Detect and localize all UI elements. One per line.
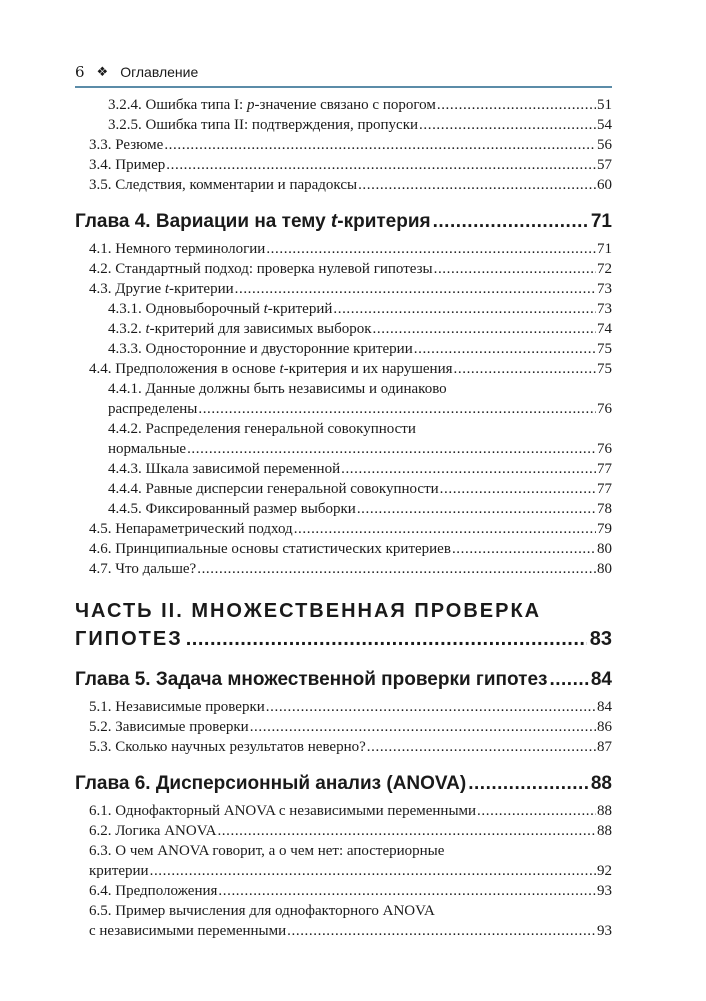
leader-dots: [414, 339, 596, 359]
toc-entry[interactable]: [75, 881, 612, 901]
toc-entry-label: 4.3.3. Односторонние и двусторонние критерии: [108, 341, 413, 357]
toc-entry-page: 80: [597, 561, 612, 577]
toc-entry-page: 92: [597, 863, 612, 879]
toc-entry-page: 80: [597, 541, 612, 557]
leader-dots: [434, 259, 596, 279]
toc-entry-line1: 4.4.1. Данные должны быть независимы и одинаково: [108, 381, 447, 397]
leader-dots: [164, 135, 596, 155]
toc-entry-page: 56: [597, 137, 612, 153]
toc-entry[interactable]: [75, 155, 612, 175]
toc-entry-label: 4.4.3. Шкала зависимой переменной: [108, 461, 341, 477]
toc-entry-page: 88: [597, 823, 612, 839]
table-of-contents: [75, 95, 612, 941]
toc-entry-label: 6.2. Логика ANOVA: [89, 823, 217, 839]
leader-dots: [437, 95, 596, 115]
leader-dots: [150, 861, 596, 881]
leader-dots: [468, 771, 589, 797]
toc-entry-label: 4.2. Стандартный подход: проверка нулевой гипотезы: [89, 261, 433, 277]
toc-entry-page: 84: [597, 699, 612, 715]
toc-entry-label: нормальные: [108, 441, 187, 457]
toc-entry-page: 87: [597, 739, 612, 755]
toc-entry-label: 5.1. Независимые проверки: [89, 699, 265, 715]
toc-entry-label: 4.4.5. Фиксированный размер выборки: [108, 501, 356, 517]
toc-entry-line1: 6.3. О чем ANOVA говорит, а о чем нет: апостериорные: [89, 843, 445, 859]
toc-entry-page: 71: [597, 241, 612, 257]
toc-entry-label: 4.3.1. Одновыборочный t-критерий: [108, 301, 333, 317]
leader-dots: [419, 115, 596, 135]
toc-entry-page: 74: [597, 321, 612, 337]
leader-dots: [549, 667, 588, 693]
toc-entry-label: 3.4. Пример: [89, 157, 166, 173]
running-title: Оглавление: [120, 64, 199, 80]
leader-dots: [367, 737, 596, 757]
leader-dots: [358, 175, 596, 195]
leader-dots: [333, 299, 596, 319]
part-title-line2: ГИПОТЕЗ: [75, 628, 183, 650]
toc-entry-label: 3.2.5. Ошибка типа II: подтверждения, пропуски: [108, 117, 419, 133]
toc-entry[interactable]: [75, 259, 612, 279]
toc-entry-label: 6.1. Однофакторный ANOVA с независимыми переменными: [89, 803, 477, 819]
toc-entry-label: 4.7. Что дальше?: [89, 561, 197, 577]
toc-entry-label: 3.5. Следствия, комментарии и парадоксы: [89, 177, 358, 193]
toc-entry-page: 75: [597, 341, 612, 357]
toc-entry[interactable]: [75, 339, 612, 359]
leader-dots: [186, 625, 587, 653]
toc-entry-line1: 4.4.2. Распределения генеральной совокупности: [108, 421, 416, 437]
running-header: [75, 60, 612, 84]
chapter-page: 84: [590, 669, 612, 690]
toc-entry-page: 79: [597, 521, 612, 537]
toc-entry-page: 54: [597, 117, 612, 133]
toc-entry[interactable]: [75, 239, 612, 259]
leader-dots: [235, 279, 596, 299]
toc-entry-page: 60: [597, 177, 612, 193]
leader-dots: [454, 359, 596, 379]
toc-entry-page: 93: [597, 883, 612, 899]
diamond-ornament-icon: ❖: [96, 64, 109, 80]
toc-entry-line1: 6.5. Пример вычисления для однофакторного ANOVA: [89, 903, 435, 919]
toc-chapter-4[interactable]: [75, 209, 612, 235]
leader-dots: [166, 155, 596, 175]
toc-entry-page: 73: [597, 281, 612, 297]
toc-entry-label: с независимыми переменными: [89, 923, 287, 939]
toc-entry[interactable]: [75, 801, 612, 821]
leader-dots: [452, 539, 596, 559]
toc-entry[interactable]: [75, 519, 612, 539]
toc-entry-label: 3.2.4. Ошибка типа I: p-значение связано с порогом: [108, 97, 436, 113]
toc-entry[interactable]: [75, 399, 612, 419]
leader-dots: [341, 459, 596, 479]
toc-entry[interactable]: [75, 459, 612, 479]
toc-entry-label: критерии: [89, 863, 149, 879]
toc-entry[interactable]: [75, 737, 612, 757]
toc-entry-label: 6.4. Предположения: [89, 883, 218, 899]
toc-entry-label: 5.3. Сколько научных результатов неверно?: [89, 739, 366, 755]
toc-entry-page: 72: [597, 261, 612, 277]
toc-entry[interactable]: [75, 479, 612, 499]
chapter-title: Глава 5. Задача множественной проверки гипотез: [75, 669, 548, 690]
toc-entry[interactable]: [75, 95, 612, 115]
leader-dots: [294, 519, 596, 539]
leader-dots: [218, 881, 596, 901]
toc-entry[interactable]: [75, 319, 612, 339]
toc-entry[interactable]: [75, 697, 612, 717]
toc-entry-label: 4.3. Другие t-критерии: [89, 281, 234, 297]
toc-entry-page: 76: [597, 401, 612, 417]
chapter-page: 88: [590, 773, 612, 794]
toc-entry-page: 86: [597, 719, 612, 735]
toc-entry-label: 5.2. Зависимые проверки: [89, 719, 249, 735]
toc-entry-page: 57: [597, 157, 612, 173]
toc-entry[interactable]: [75, 299, 612, 319]
leader-dots: [198, 399, 596, 419]
leader-dots: [477, 801, 596, 821]
part-page: 83: [589, 628, 612, 650]
leader-dots: [197, 559, 596, 579]
toc-part-2[interactable]: [75, 625, 612, 653]
toc-entry-page: 93: [597, 923, 612, 939]
toc-entry[interactable]: [75, 717, 612, 737]
leader-dots: [187, 439, 596, 459]
leader-dots: [266, 239, 596, 259]
toc-entry-label: 4.3.2. t-критерий для зависимых выборок: [108, 321, 372, 337]
toc-entry[interactable]: [75, 559, 612, 579]
leader-dots: [250, 717, 596, 737]
toc-entry[interactable]: [75, 861, 612, 881]
toc-entry-page: 78: [597, 501, 612, 517]
leader-dots: [440, 479, 596, 499]
toc-entry-page: 76: [597, 441, 612, 457]
header-rule: [75, 86, 612, 88]
leader-dots: [266, 697, 596, 717]
toc-entry[interactable]: [75, 279, 612, 299]
toc-entry-label: 4.1. Немного терминологии: [89, 241, 266, 257]
chapter-title: Глава 6. Дисперсионный анализ (ANOVA): [75, 773, 467, 794]
toc-entry[interactable]: [75, 115, 612, 135]
part-title-line1[interactable]: ЧАСТЬ II. МНОЖЕСТВЕННАЯ ПРОВЕРКА: [75, 600, 542, 622]
toc-entry[interactable]: [75, 821, 612, 841]
toc-entry-label: 4.4.4. Равные дисперсии генеральной совокупности: [108, 481, 439, 497]
toc-entry-label: распределены: [108, 401, 198, 417]
page-number: 6: [75, 63, 85, 81]
toc-entry[interactable]: [75, 135, 612, 155]
leader-dots: [433, 209, 589, 235]
toc-entry[interactable]: [75, 499, 612, 519]
toc-entry[interactable]: [75, 439, 612, 459]
leader-dots: [373, 319, 596, 339]
toc-chapter-5[interactable]: [75, 667, 612, 693]
toc-entry[interactable]: [75, 359, 612, 379]
toc-chapter-6[interactable]: [75, 771, 612, 797]
toc-entry-page: 73: [597, 301, 612, 317]
toc-entry-page: 75: [597, 361, 612, 377]
toc-entry[interactable]: [75, 539, 612, 559]
toc-entry-label: 4.6. Принципиальные основы статистических критериев: [89, 541, 451, 557]
toc-entry[interactable]: [75, 175, 612, 195]
chapter-title: Глава 4. Вариации на тему t-критерия: [75, 211, 431, 232]
toc-entry-label: 4.5. Непараметрический подход: [89, 521, 293, 537]
chapter-page: 71: [590, 211, 612, 232]
toc-entry-page: 88: [597, 803, 612, 819]
leader-dots: [357, 499, 596, 519]
toc-entry-label: 4.4. Предположения в основе t-критерия и их нарушения: [89, 361, 453, 377]
leader-dots: [217, 821, 596, 841]
toc-entry-page: 77: [597, 461, 612, 477]
toc-entry-label: 3.3. Резюме: [89, 137, 164, 153]
toc-entry[interactable]: [75, 921, 612, 941]
toc-entry-page: 51: [597, 97, 612, 113]
leader-dots: [287, 921, 596, 941]
toc-entry-page: 77: [597, 481, 612, 497]
